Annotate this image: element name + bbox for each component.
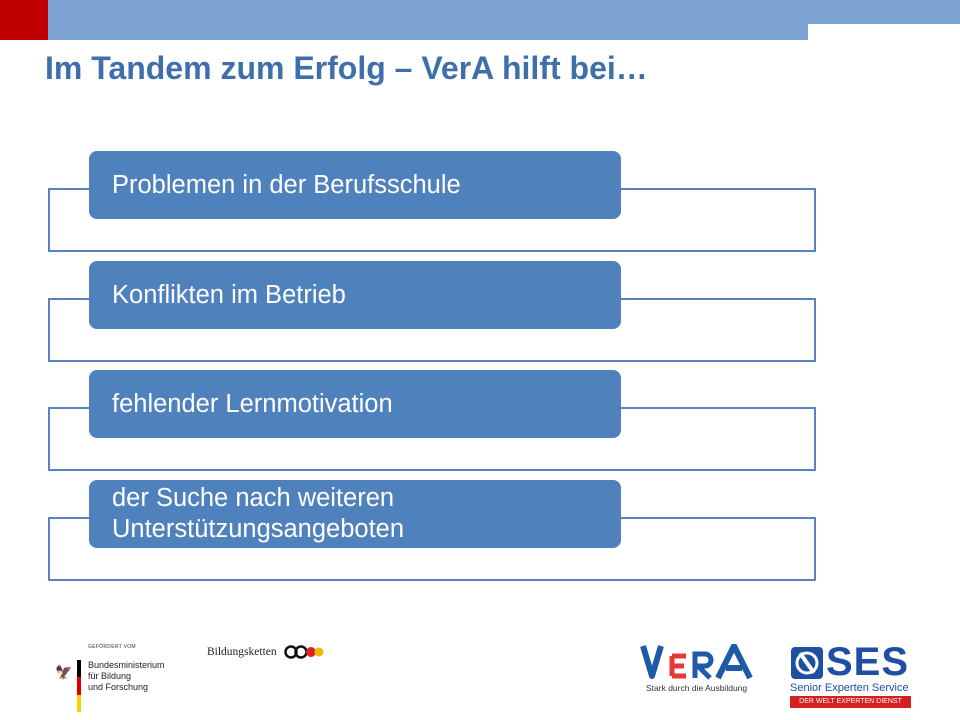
bmbf-line-3: und Forschung: [88, 682, 149, 692]
footer-logos: [0, 630, 960, 720]
list-item-label: fehlender Lernmotivation: [89, 370, 621, 438]
header-blue-bar-lower: [48, 24, 808, 40]
header-red-block: [0, 0, 48, 40]
bmbf-logo-text: [88, 660, 165, 693]
ses-emblem-icon: [790, 646, 824, 680]
header-blue-bar: [48, 0, 960, 24]
german-flag-bar: [77, 660, 81, 712]
bmbf-header-text: GEFÖRDERT VOM: [88, 644, 136, 650]
bmbf-line-2: für Bildung: [88, 671, 132, 681]
ses-logo-name: SES: [826, 640, 910, 684]
ses-band: DER WELT EXPERTEN DIENST: [790, 696, 911, 708]
bmbf-line-1: Bundesministerium: [88, 660, 165, 670]
bildungsketten-logo-text: Bildungsketten: [207, 646, 277, 658]
list-item-label: Problemen in der Berufsschule: [89, 151, 621, 219]
federal-eagle-icon: 🦅: [55, 664, 73, 680]
slide-title: Im Tandem zum Erfolg – VerA hilft bei…: [45, 50, 648, 86]
vera-claim: Stark durch die Ausbildung: [646, 683, 748, 693]
bildungsketten-chain-icon: [284, 645, 324, 659]
vera-logo: [640, 644, 760, 680]
list-item-label: der Suche nach weiteren Unterstützungsangeboten: [89, 480, 621, 548]
ses-subtitle: Senior Experten Service: [790, 682, 909, 694]
list-item-label: Konflikten im Betrieb: [89, 261, 621, 329]
